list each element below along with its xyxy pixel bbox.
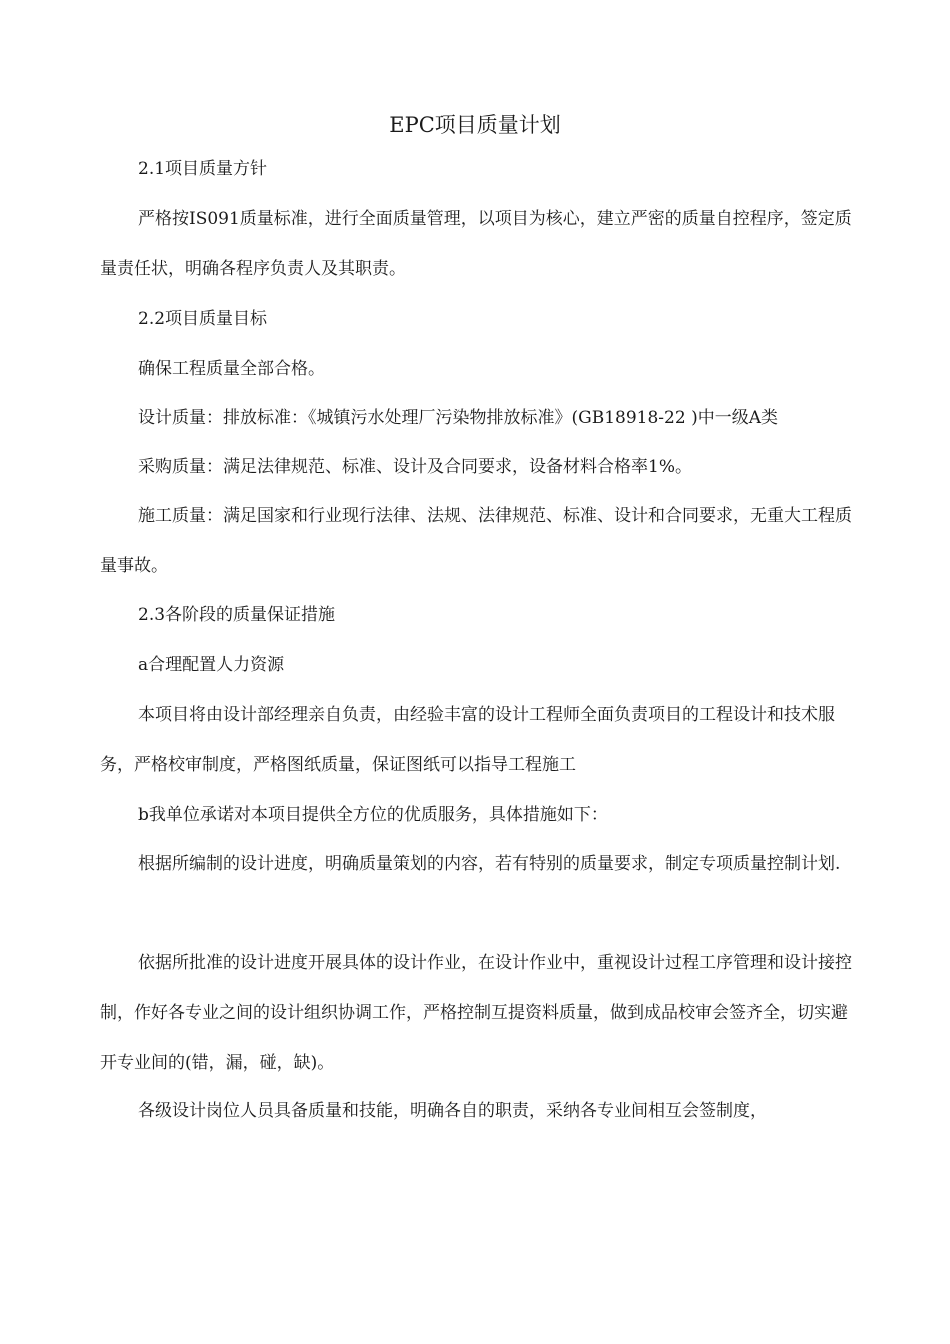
paragraph-design-responsibility: 本项目将由设计部经理亲自负责，由经验丰富的设计工程师全面负责项目的工程设计和技术服务，严格校审制度，严格图纸质量，保证图纸可以指导工程施工 (100, 705, 835, 775)
paragraph-design-quality: 设计质量：排放标准：《城镇污水处理厂污染物排放标准》(GB18918-22 )中一级A类 (138, 408, 778, 428)
paragraph-procurement-quality: 采购质量：满足法律规范、标准、设计及合同要求，设备材料合格率1%。 (138, 457, 692, 477)
page-title: EPC项目质量计划 (389, 113, 561, 137)
subheading-b: b我单位承诺对本项目提供全方位的优质服务，具体措施如下： (138, 805, 608, 825)
section-heading-2-3: 2.3各阶段的质量保证措施 (138, 605, 336, 625)
paragraph-quality-policy: 严格按IS091质量标准，进行全面质量管理，以项目为核心，建立严密的质量自控程序，签定质量责任状，明确各程序负责人及其职责。 (100, 209, 852, 279)
paragraph-quality-goal: 确保工程质量全部合格。 (138, 359, 325, 379)
paragraph-staff-qualification: 各级设计岗位人员具备质量和技能，明确各自的职责，采纳各专业间相互会签制度， (138, 1101, 767, 1121)
section-heading-2-1: 2.1项目质量方针 (138, 159, 268, 179)
subheading-a: a合理配置人力资源 (138, 655, 285, 675)
paragraph-design-process: 依据所批准的设计进度开展具体的设计作业，在设计作业中，重视设计过程工序管理和设计接控制，作好各专业之间的设计组织协调工作，严格控制互提资料质量，做到成品校审会签齐全，切实避开专业间的(错，漏，碰，缺)。 (100, 953, 852, 1073)
section-heading-2-2: 2.2项目质量目标 (138, 309, 268, 329)
paragraph-quality-planning: 根据所编制的设计进度，明确质量策划的内容，若有特别的质量要求，制定专项质量控制计划. (138, 854, 841, 874)
paragraph-construction-quality: 施工质量：满足国家和行业现行法律、法规、法律规范、标准、设计和合同要求，无重大工程质量事故。 (100, 506, 852, 576)
